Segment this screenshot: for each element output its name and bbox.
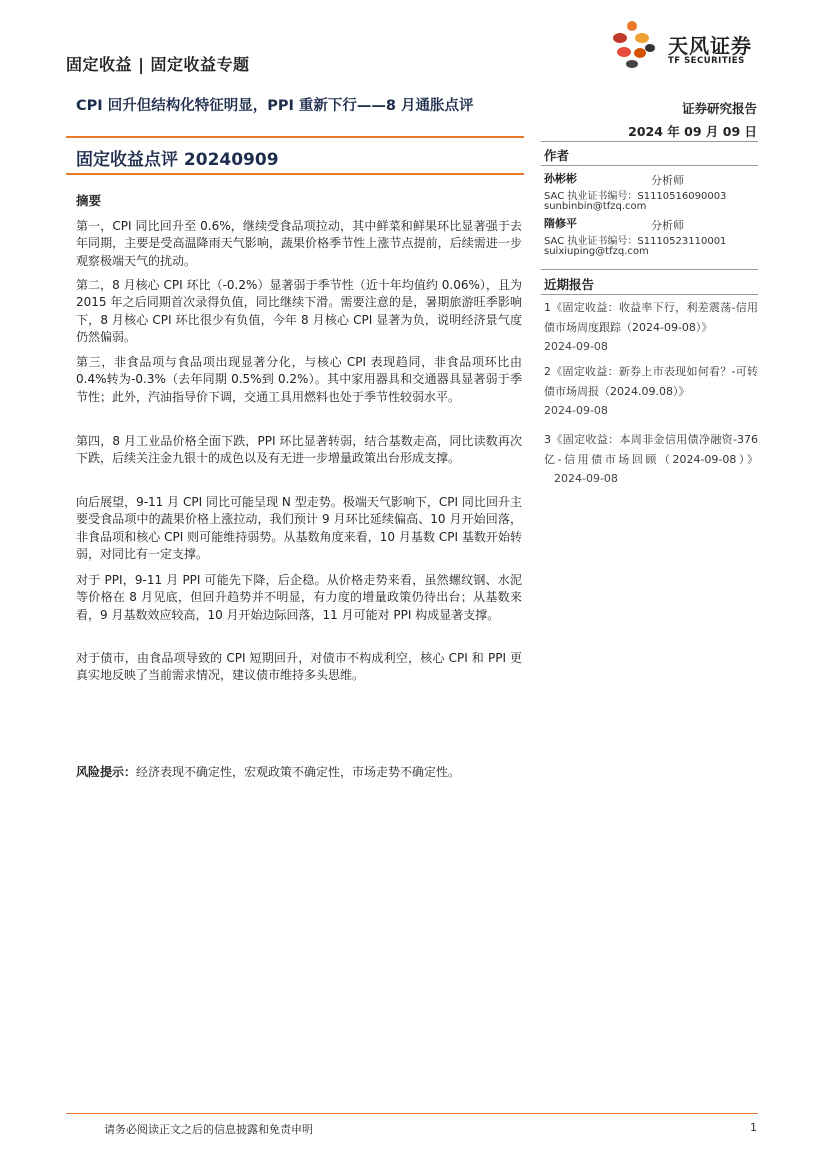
author-name: 孙彬彬 (544, 172, 577, 185)
summary-paragraph: 向后展望，9-11 月 CPI 同比可能呈现 N 型走势。极端天气影响下，CPI 同比回升主要受食品项中的蔬果价格上涨拉动，我们预计 9 月环比延续偏高、10 月开始回落，非食品项和核心 CPI 则可能维持弱势。从基数角度来看，10 月基数 CPI 基数开始转弱，对同比有一定支撑。 (76, 495, 522, 562)
sidebar-rule (541, 294, 758, 295)
sidebar-rule (541, 269, 758, 270)
summary-paragraph: 第一，CPI 同比回升至 0.6%，继续受食品项拉动，其中鲜菜和鲜果环比显著强于去年同期，主要是受高温降雨天气影响，蔬果价格季节性上涨节点提前，后续需进一步观察极端天气的扰动。 (76, 219, 522, 268)
sidebar-rule (541, 165, 758, 166)
recent-report-title[interactable]: 1《固定收益：收益率下行，利差震荡-信用债市场周度跟踪（2024-09-08）》 (544, 301, 758, 334)
risk-warning (76, 763, 460, 780)
summary-paragraph: 对于 PPI，9-11 月 PPI 可能先下降，后企稳。从价格走势来看，虽然螺纹钢、水泥等价格在 8 月见底，但回升趋势并不明显，有力度的增量政策仍待出台；从基数来看，9 月基数效应较高，10 月开始边际回落，11 月可能对 PPI 构成显著支撑。 (76, 573, 522, 622)
recent-reports-heading: 近期报告 (544, 277, 595, 292)
author-role: 分析师 (651, 174, 684, 187)
recent-report-item[interactable] (544, 298, 758, 357)
author-cert: SAC 执业证书编号：S1110523110001 (544, 236, 727, 247)
report-subtitle: CPI 回升但结构化特征明显，PPI 重新下行——8 月通胀点评 (76, 98, 474, 114)
section-title: 固定收益 | 固定收益专题 (66, 55, 250, 74)
summary-paragraph: 第四，8 月工业品价格全面下跌，PPI 环比显著转弱，结合基数走高，同比读数再次下跌，后续关注金九银十的成色以及有无进一步增量政策出台形成支撑。 (76, 434, 522, 466)
author-email[interactable]: suixiuping@tfzq.com (544, 246, 649, 257)
logo-mark-icon (610, 20, 664, 70)
author-cert: SAC 执业证书编号：S1110516090003 (544, 191, 727, 202)
summary-heading: 摘要 (76, 193, 102, 208)
recent-report-item[interactable] (544, 362, 758, 421)
sidebar-rule-top (541, 141, 758, 142)
author-role: 分析师 (651, 219, 684, 232)
author-email[interactable]: sunbinbin@tfzq.com (544, 201, 647, 212)
report-date: 2024 年 09 月 09 日 (628, 124, 757, 139)
recent-report-item[interactable] (544, 430, 758, 489)
footer-disclaimer[interactable]: 请务必阅读正文之后的信息披露和免责申明 (104, 1123, 313, 1136)
title-rule (66, 136, 524, 138)
author-name: 隋修平 (544, 217, 577, 230)
report-type: 证券研究报告 (681, 101, 757, 116)
recent-report-date: 2024-09-08 (544, 340, 608, 353)
recent-report-title[interactable]: 3《固定收益：本周非金信用债净融资-376 亿-信用债市场回顾（2024-09-08）》 (544, 433, 758, 466)
title-rule-bottom (66, 173, 524, 175)
company-logo (610, 18, 760, 70)
recent-report-date: 2024-09-08 (554, 472, 618, 485)
summary-paragraph: 第三，非食品项与食品项出现显著分化，与核心 CPI 表现趋同，非食品项环比由 0.4%转为-0.3%（去年同期 0.5%到 0.2%）。其中家用器具和交通器具显著弱于季节性；此外，汽油指导价下调，交通工具用燃料也处于季节性较弱水平。 (76, 355, 522, 404)
logo-text-en: TF SECURITIES (668, 56, 745, 66)
summary-paragraph: 对于债市，由食品项导致的 CPI 短期回升，对债市不构成利空，核心 CPI 和 PPI 更真实地反映了当前需求情况，建议债市维持多头思维。 (76, 651, 522, 683)
authors-heading: 作者 (544, 148, 570, 163)
recent-report-title[interactable]: 2《固定收益：新券上市表现如何看？-可转债市场周报（2024.09.08）》 (544, 365, 758, 398)
logo-text-cn: 天风证券 (668, 34, 752, 58)
recent-report-date: 2024-09-08 (544, 404, 608, 417)
risk-text: 经济表现不确定性，宏观政策不确定性，市场走势不确定性。 (136, 765, 461, 779)
summary-paragraph: 第二，8 月核心 CPI 环比（-0.2%）显著弱于季节性（近十年均值约 0.06%），且为 2015 年之后同期首次录得负值，同比继续下滑。需要注意的是，暑期旅游旺季影响下，8 月核心 CPI 环比很少有负值，今年 8 月核心 CPI 显著为负，说明经济景气度仍然偏弱。 (76, 278, 522, 345)
main-title: 固定收益点评 20240909 (76, 150, 279, 170)
risk-label: 风险提示： (76, 765, 137, 779)
footer-rule (66, 1113, 758, 1114)
page-number: 1 (750, 1121, 757, 1134)
